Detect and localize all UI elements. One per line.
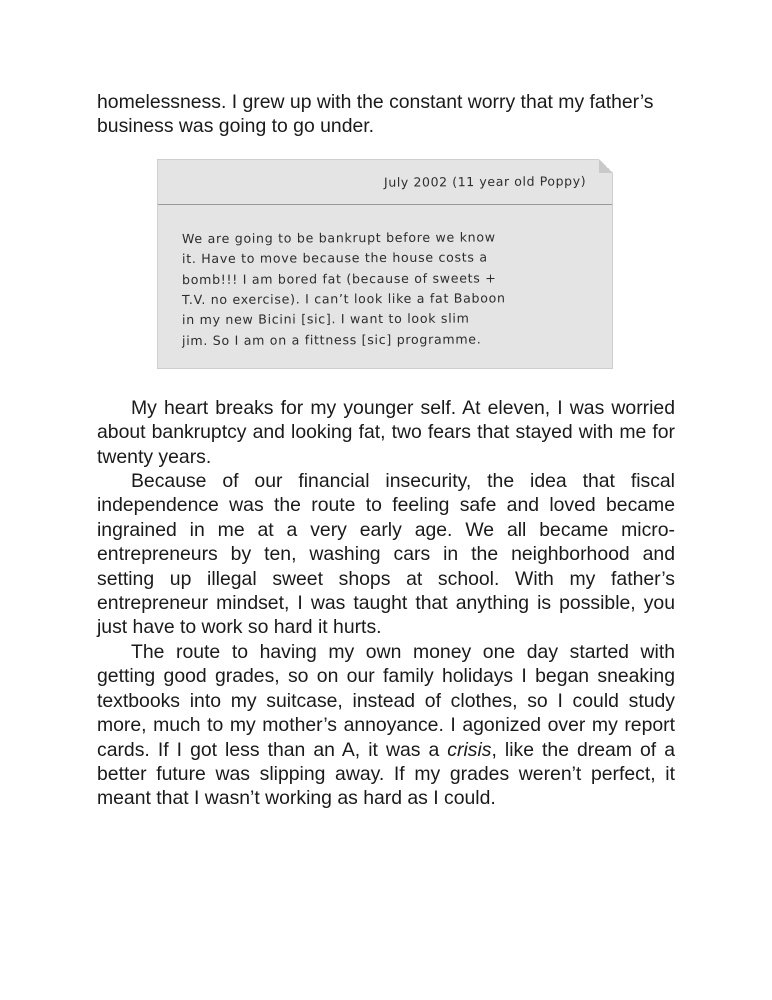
diary-header-rule xyxy=(158,204,612,205)
page-fold-corner xyxy=(599,159,613,173)
diary-line: T.V. no exercise). I can’t look like a fat Baboon xyxy=(181,290,506,308)
page-content xyxy=(97,90,675,811)
diary-line: bomb!!! I am bored fat (because of sweets + xyxy=(181,270,497,287)
last-paragraph-text-start: The route to having my own money one day started with getting good grades, so on our family holidays I began sneaking textbooks into my suitcase, instead of clothes, so I could study more, much to my mother’s annoyance. I agonized over my report cards. If I got less than an A, it was a xyxy=(97,640,675,761)
emphasized-word: crisis xyxy=(447,738,492,761)
diary-excerpt xyxy=(157,159,613,369)
diary-line: jim. So I am on a fittness [sic] programme. xyxy=(181,331,482,348)
body-paragraph: Because of our financial insecurity, the idea that fiscal independence was the route to feeling safe and loved became ingrained in me at a very early age. We all became micro-entrepreneurs by ten, washing cars in the neighborhood and setting up illegal sweet shops at school. With my father’s entrepreneur mindset, I was taught that anything is possible, you just have to work so hard it hurts. xyxy=(97,470,675,639)
body-paragraph: My heart breaks for my younger self. At eleven, I was worried about bankruptcy and looking fat, two fears that stayed with me for twenty years. xyxy=(97,396,675,468)
intro-paragraph: homelessness. I grew up with the constant worry that my father’s business was going to go under. xyxy=(97,91,654,138)
body-paragraph-last xyxy=(97,640,675,811)
diary-date: July 2002 (11 year old Poppy) xyxy=(383,173,587,190)
diary-handwritten-text xyxy=(182,228,594,350)
diary-line: it. Have to move because the house costs a xyxy=(181,249,488,267)
last-paragraph-text-end: , like the dream of a better future was slipping away. If my grades weren’t perfect, it meant that I wasn’t working as hard as I could. xyxy=(97,738,675,810)
diary-line: in my new Bicini [sic]. I want to look slim xyxy=(181,311,470,328)
diary-line: We are going to be bankrupt before we know xyxy=(181,229,496,246)
